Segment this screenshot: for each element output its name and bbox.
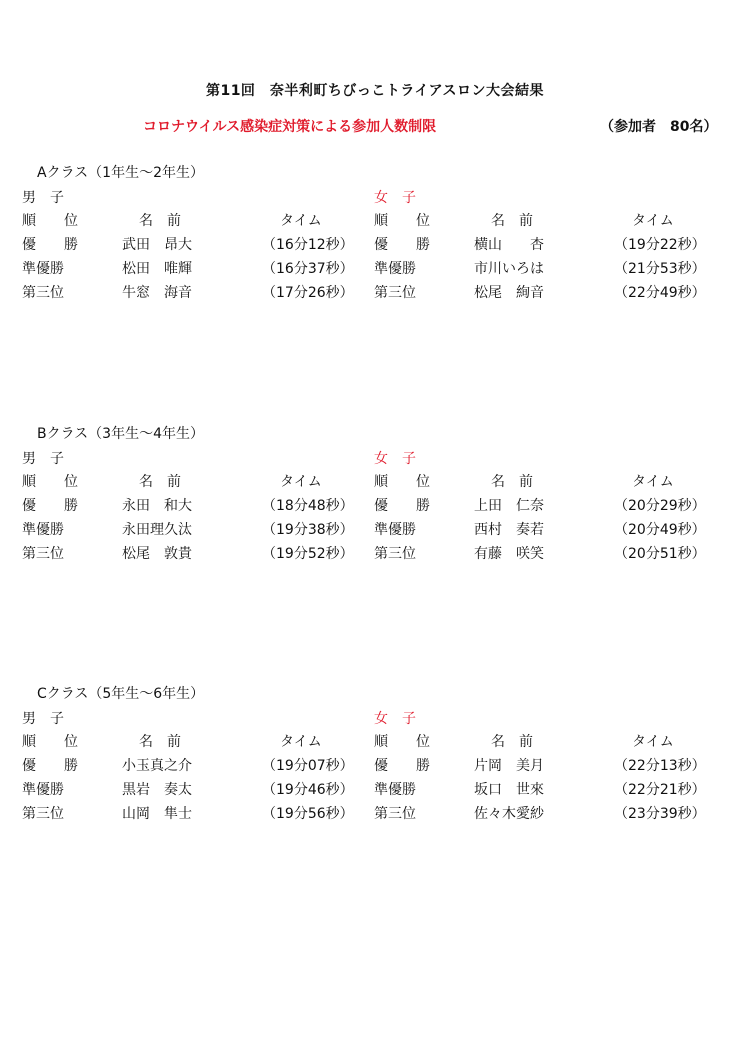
table-header [0,210,750,234]
class-title: Cクラス（5年生～6年生） [37,686,205,702]
boys-label: 男 子 [22,190,64,206]
time-header: タイム [632,734,674,750]
girl-name: 有藤 咲笑 [474,546,544,562]
rank-header: 順 位 [22,474,78,490]
boy-name: 永田理久汰 [122,522,192,538]
girl-time: （20分29秒） [614,498,706,514]
rank-header: 順 位 [22,734,78,750]
page-title: 第11回 奈半利町ちびっこトライアスロン大会結果 [205,83,545,99]
girls-label: 女 子 [374,451,416,467]
boy-time: （19分38秒） [262,522,354,538]
girl-time: （21分53秒） [614,261,706,277]
name-header: 名 前 [491,213,533,229]
boy-name: 黒岩 奏太 [122,782,192,798]
table-row [0,258,750,282]
girl-rank: 第三位 [374,285,416,301]
girl-name: 佐々木愛紗 [474,806,544,822]
boy-rank: 優 勝 [22,498,78,514]
girl-rank: 第三位 [374,546,416,562]
girl-name: 上田 仁奈 [474,498,544,514]
time-header: タイム [632,213,674,229]
girl-time: （22分21秒） [614,782,706,798]
name-header: 名 前 [139,213,181,229]
name-header: 名 前 [491,734,533,750]
girl-name: 市川いろは [474,261,544,277]
table-header [0,471,750,495]
girl-rank: 優 勝 [374,237,430,253]
boy-name: 小玉真之介 [122,758,192,774]
time-header: タイム [280,213,322,229]
boy-time: （19分52秒） [262,546,354,562]
boy-name: 松尾 敦貴 [122,546,192,562]
boy-name: 山岡 隼士 [122,806,192,822]
table-row [0,495,750,519]
boys-label: 男 子 [22,451,64,467]
boy-rank: 優 勝 [22,758,78,774]
rank-header: 順 位 [374,474,430,490]
boy-rank: 優 勝 [22,237,78,253]
rank-header: 順 位 [374,734,430,750]
boy-time: （16分37秒） [262,261,354,277]
boy-name: 永田 和大 [122,498,192,514]
table-row [0,755,750,779]
rank-header: 順 位 [374,213,430,229]
girl-rank: 準優勝 [374,522,416,538]
boy-rank: 第三位 [22,806,64,822]
girl-rank: 第三位 [374,806,416,822]
table-row [0,543,750,567]
girl-time: （20分49秒） [614,522,706,538]
girl-name: 坂口 世來 [474,782,544,798]
table-row [0,282,750,306]
table-header [0,731,750,755]
boy-time: （19分07秒） [262,758,354,774]
participant-count: （参加者 80名） [600,119,718,135]
girl-name: 片岡 美月 [474,758,544,774]
girl-time: （20分51秒） [614,546,706,562]
boy-time: （16分12秒） [262,237,354,253]
boy-name: 武田 昂大 [122,237,192,253]
name-header: 名 前 [139,474,181,490]
boy-rank: 第三位 [22,285,64,301]
boy-rank: 準優勝 [22,522,64,538]
girl-name: 西村 奏若 [474,522,544,538]
girl-time: （22分49秒） [614,285,706,301]
boy-time: （17分26秒） [262,285,354,301]
boy-time: （18分48秒） [262,498,354,514]
girl-rank: 優 勝 [374,758,430,774]
boy-time: （19分46秒） [262,782,354,798]
boy-rank: 準優勝 [22,261,64,277]
girls-label: 女 子 [374,711,416,727]
table-row [0,234,750,258]
girl-time: （19分22秒） [614,237,706,253]
girl-rank: 準優勝 [374,782,416,798]
name-header: 名 前 [139,734,181,750]
rank-header: 順 位 [22,213,78,229]
boy-rank: 準優勝 [22,782,64,798]
class-title: Bクラス（3年生～4年生） [37,426,204,442]
time-header: タイム [280,734,322,750]
girl-time: （22分13秒） [614,758,706,774]
restriction-notice: コロナウイルス感染症対策による参加人数制限 [143,119,437,135]
girl-rank: 準優勝 [374,261,416,277]
boy-name: 松田 唯輝 [122,261,192,277]
boy-name: 牛窓 海音 [122,285,192,301]
time-header: タイム [632,474,674,490]
time-header: タイム [280,474,322,490]
girl-rank: 優 勝 [374,498,430,514]
boys-label: 男 子 [22,711,64,727]
girls-label: 女 子 [374,190,416,206]
table-row [0,803,750,827]
boy-time: （19分56秒） [262,806,354,822]
girl-name: 松尾 絢音 [474,285,544,301]
girl-name: 横山 杏 [474,237,544,253]
table-row [0,519,750,543]
name-header: 名 前 [491,474,533,490]
boy-rank: 第三位 [22,546,64,562]
girl-time: （23分39秒） [614,806,706,822]
class-title: Aクラス（1年生～2年生） [37,165,204,181]
table-row [0,779,750,803]
